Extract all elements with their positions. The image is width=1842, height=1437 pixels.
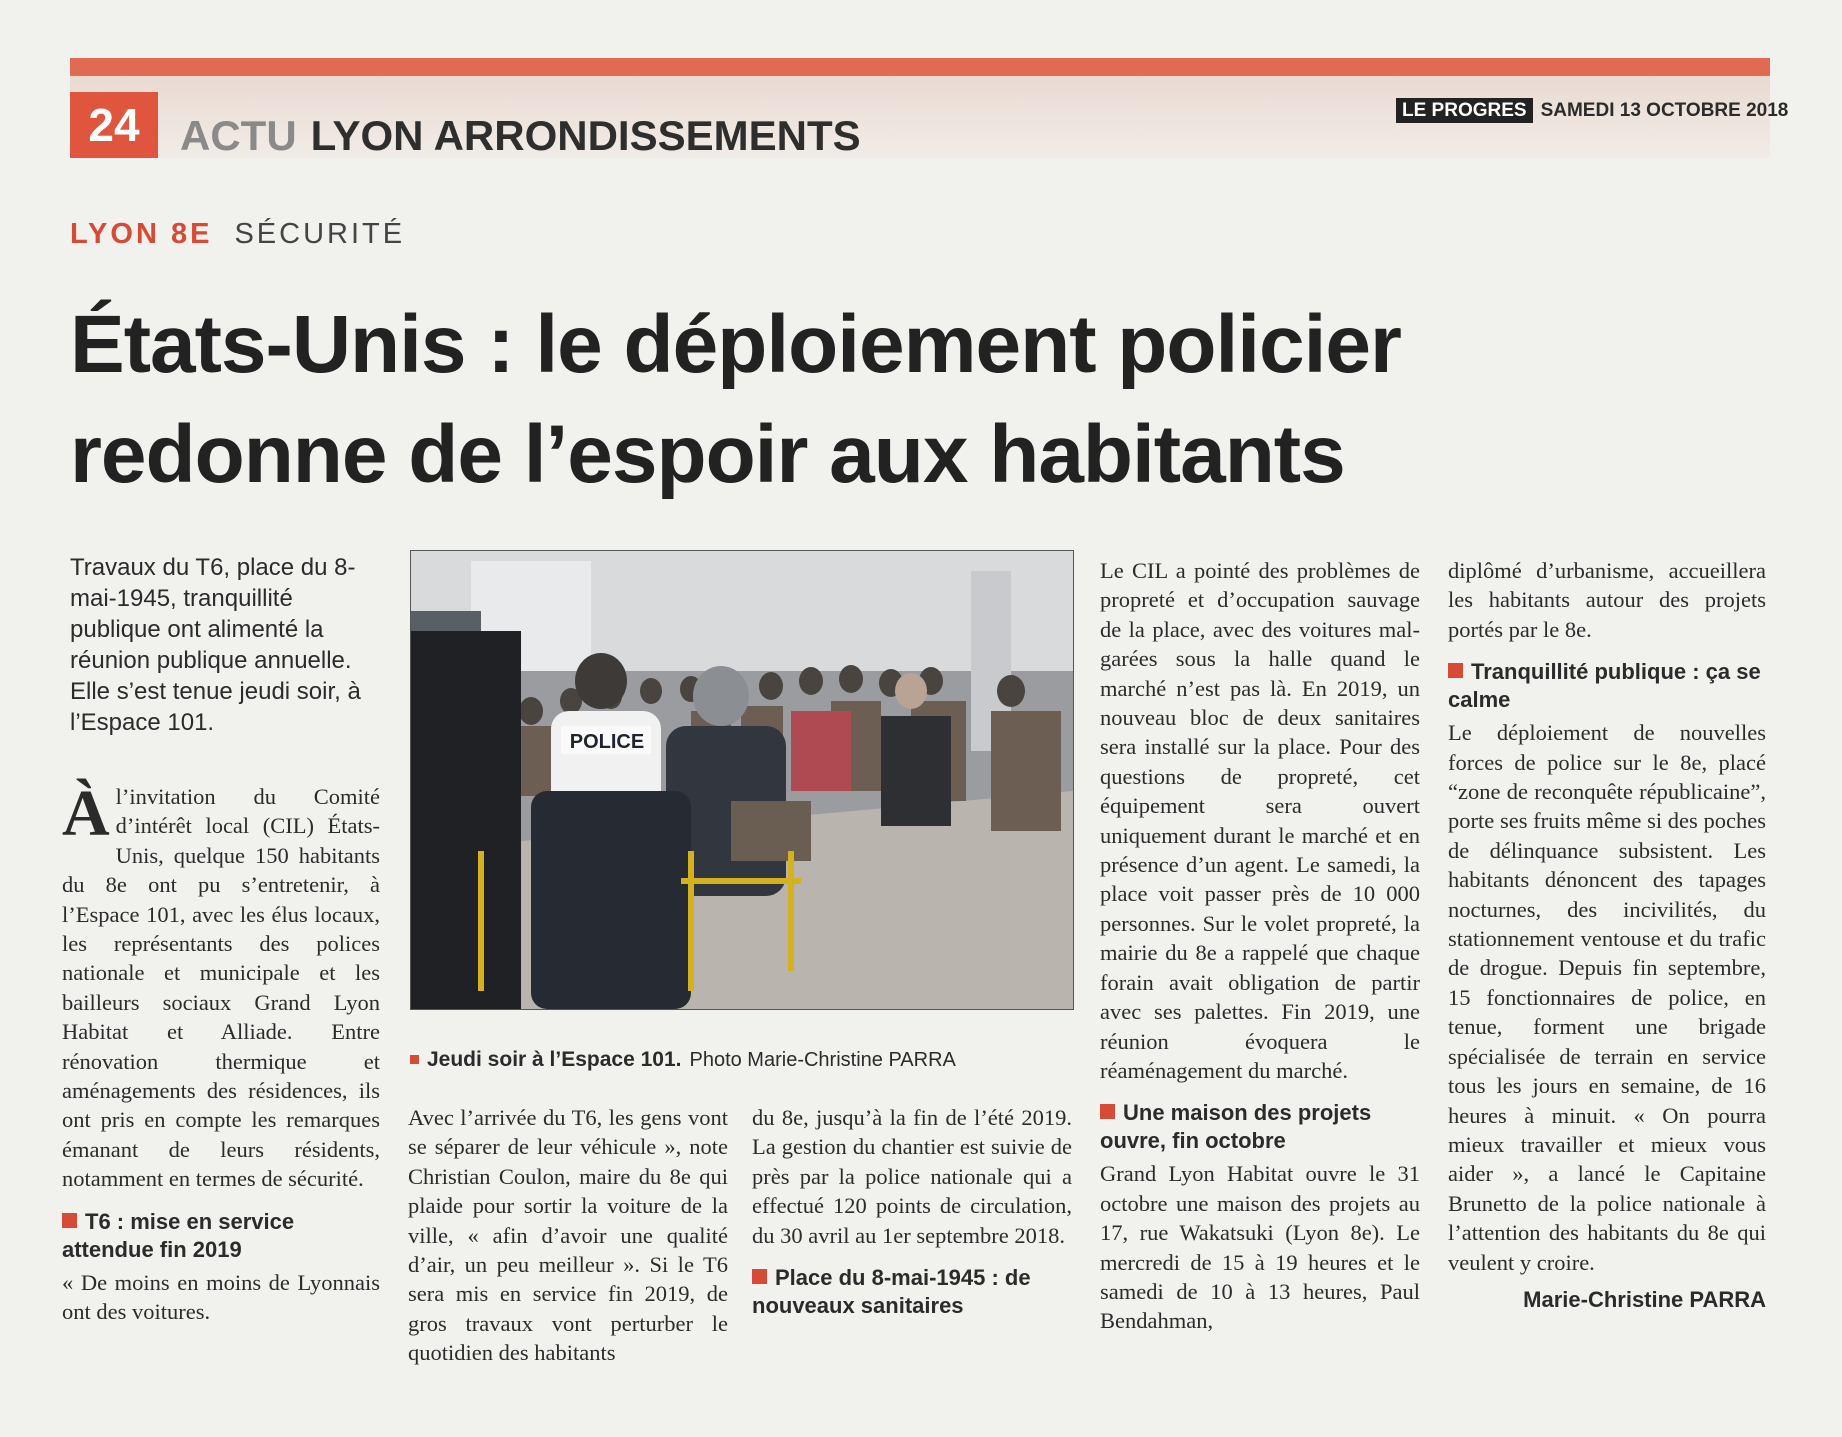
section-prefix: ACTU [180,112,297,159]
subhead-bullet-icon [1100,1104,1115,1119]
section-name: LYON ARRONDISSEMENTS [310,112,861,159]
police-jacket-text: POLICE [569,731,645,753]
article-photo [410,550,1074,1010]
masthead [1396,100,1788,122]
article-column-3 [752,1103,1072,1324]
subhead-maison-projets: Une maison des projets ouvre, fin octobre [1100,1100,1372,1154]
kicker-topic: SÉCURITÉ [234,218,406,250]
article-column-4 [1100,556,1420,1336]
t6-paragraph-part-1: « De moins en moins de Lyonnais ont des voitures. [62,1269,380,1325]
meeting-photo-illustration [411,551,1073,1009]
article-kicker [70,218,405,251]
headline-line-1: États-Unis : le déploiement policier [70,299,1401,390]
subhead-bullet-icon [1448,663,1463,678]
page-number: 24 [70,92,158,158]
maison-projets-paragraph-part-2: diplômé d’urbanisme, accueillera les habitants autour des projets portés par le 8e. [1448,558,1766,642]
drop-cap: À [62,777,110,850]
headline [70,290,1790,510]
subhead-bullet-icon [62,1213,77,1228]
tranquillite-paragraph: Le déploiement de nouvelles forces de police sur le 8e, placé “zone de reconquête républicaine”, porte ses fruits même si des poches de délinquance subsistent. Les habitants dénoncent des tapages nocturnes, des incivilités, du stationnement ventouse et du trafic de drogue. Depuis fin septembre, 15 fonctionnaires de police, en tenue, forment une brigade spécialisée de terrain en service tous les jours en semaine, de 16 heures à minuit. « On pourra mieux travailler et mieux vous aider », a lancé le Capitaine Brunetto de la police nationale à l’attention des habitants du 8e qui veulent y croire. [1448,720,1766,1275]
section-title [180,112,861,160]
issue-date: SAMEDI 13 OCTOBRE 2018 [1540,100,1789,121]
article-column-1 [62,777,380,1327]
headline-line-2: redonne de l’espoir aux habitants [70,409,1345,500]
caption-text: Jeudi soir à l’Espace 101. [427,1048,682,1071]
article-chapo: Travaux du T6, place du 8-mai-1945, tranquillité publique ont alimenté la réunion publique annuelle. Elle s’est tenue jeudi soir, à l’Espace 101. [70,554,361,736]
lead-paragraph: l’invitation du Comité d’intérêt local (CIL) États-Unis, quelque 150 habitants du 8e ont pu s’entretenir, à l’Espace 101, avec les élus locaux, les représentants des polices nationale et municipale et les bailleurs sociaux Grand Lyon Habitat et Alliade. Entre rénovation thermique et aménagements des résidences, ils ont pris en compte les remarques émanant de leurs résidents, notamment en termes de sécurité. [62,784,380,1192]
article-signature: Marie-Christine PARRA [1523,1286,1766,1312]
subhead-tranquillite: Tranquillité publique : ça se calme [1448,659,1761,713]
paper-name: LE PROGRES [1396,98,1533,123]
header-accent-rule [70,58,1770,76]
subhead-sanitaires: Place du 8-mai-1945 : de nouveaux sanitaires [752,1265,1031,1319]
photo-caption [410,1048,956,1072]
article-column-5 [1448,556,1766,1314]
maison-projets-paragraph-part-1: Grand Lyon Habitat ouvre le 31 octobre une maison des projets au 17, rue Wakatsuki (Lyon 8e). Le mercredi de 15 à 19 heures et le samedi de 10 à 13 heures, Paul Bendahman, [1100,1161,1420,1334]
subhead-t6: T6 : mise en service attendue fin 2019 [62,1208,295,1262]
t6-paragraph-part-2: Avec l’arrivée du T6, les gens vont se séparer de leur véhicule », note Christian Coulon, maire du 8e qui plaide pour sortir la voiture de la ville, « afin d’avoir une qualité d’air, un peu meilleur ». Si le T6 sera mis en service fin 2019, de gros travaux vont perturber le quotidien des habitants [408,1105,728,1366]
caption-bullet-icon [410,1055,419,1064]
kicker-location: LYON 8E [70,218,213,250]
photo-credit: Photo Marie-Christine PARRA [689,1049,956,1071]
subhead-bullet-icon [752,1269,767,1284]
article-column-2 [408,1103,728,1368]
t6-paragraph-part-3: du 8e, jusqu’à la fin de l’été 2019. La gestion du chantier est suivie de près par la police nationale qui a effectué 120 points de circulation, du 30 avril au 1er septembre 2018. [752,1105,1072,1248]
sanitaires-paragraph: Le CIL a pointé des problèmes de propreté et d’occupation sauvage de la place, avec des voitures mal-garées sous la halle quand le marché n’est pas là. En 2019, un nouveau bloc de deux sanitaires sera installé sur la place. Pour des questions de propreté, cet équipement sera ouvert uniquement durant le marché et en présence d’un agent. Le samedi, la place voit passer près de 10 000 personnes. Sur le volet propreté, la mairie du 8e a rappelé que chaque forain avait obligation de partir avec ses palettes. Fin 2019, une réunion évoquera le réaménagement du marché. [1100,558,1420,1083]
